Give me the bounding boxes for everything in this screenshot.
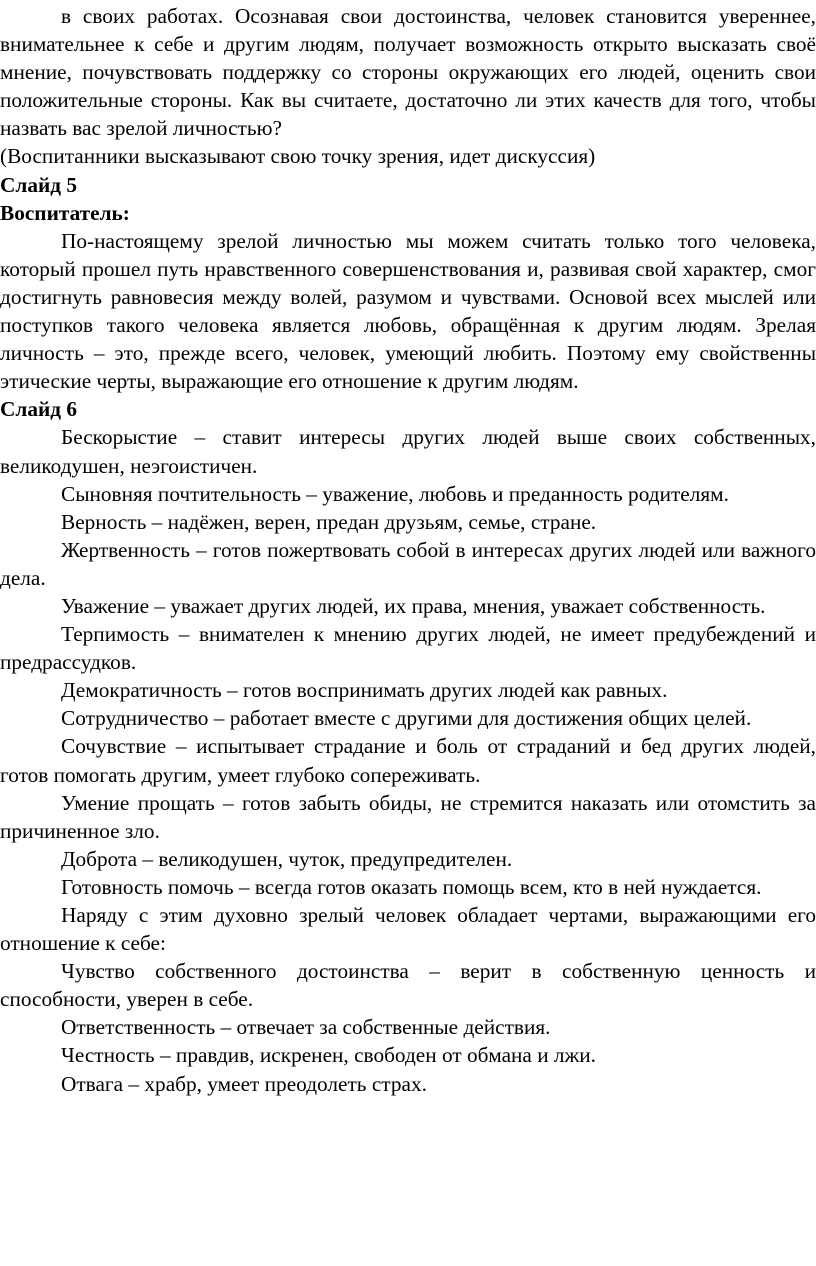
trait-filial-piety: Сыновняя почтительность – уважение, любовь и преданность родителям.	[61, 481, 729, 506]
trait-kindness: Доброта – великодушен, чуток, предупредителен.	[61, 846, 513, 871]
trait-compassion: Сочувствие – испытывает страдание и боль от страданий и бед других людей, готов помогать другим, умеет глубоко сопереживать.	[0, 734, 816, 787]
trait-forgiveness: Умение прощать – готов забыть обиды, не стремится наказать или отомстить за причиненное зло.	[0, 790, 816, 843]
trait-democracy: Демократичность – готов воспринимать других людей как равных.	[61, 678, 668, 703]
slide-5-heading: Слайд 5	[0, 172, 77, 197]
trait-responsibility: Ответственность – отвечает за собственные действия.	[61, 1015, 551, 1040]
trait-respect: Уважение – уважает других людей, их права, мнения, уважает собственность.	[61, 593, 766, 618]
trait-helpfulness: Готовность помочь – всегда готов оказать помощь всем, кто в ней нуждается.	[61, 874, 762, 899]
teacher-heading: Воспитатель:	[0, 200, 130, 225]
trait-tolerance: Терпимость – внимателен к мнению других людей, не имеет предубеждений и предрассудков.	[0, 622, 816, 675]
discussion-note: (Воспитанники высказывают свою точку зрения, идет дискуссия)	[0, 144, 596, 169]
trait-sacrifice: Жертвенность – готов пожертвовать собой в интересах других людей или важного дела.	[0, 537, 816, 590]
intro-paragraph: в своих работах. Осознавая свои достоинства, человек становится увереннее, внимательнее к себе и другим людям, получает возможность открыто высказать своё мнение, почувствовать поддержку со стороны окружающих его людей, оценить свои положительные стороны. Как вы считаете, достаточно ли этих качеств для того, чтобы назвать вас зрелой личностью?	[0, 4, 816, 141]
trait-selflessness: Бескорыстие – ставит интересы других людей выше своих собственных, великодушен, неэгоистичен.	[0, 425, 816, 478]
trait-cooperation: Сотрудничество – работает вместе с другими для достижения общих целей.	[61, 706, 752, 731]
trait-honesty: Честность – правдив, искренен, свободен от обмана и лжи.	[61, 1043, 596, 1068]
trait-courage: Отвага – храбр, умеет преодолеть страх.	[61, 1071, 427, 1096]
slide-6-heading: Слайд 6	[0, 397, 77, 422]
mature-personality-paragraph: По-настоящему зрелой личностью мы можем считать только того человека, который прошел путь нравственного совершенствования и, развивая свой характер, смог достигнуть равновесия между волей, разумом и чувствами. Основой всех мыслей или поступков такого человека является любовь, обращённая к другим людям. Зрелая личность – это, прежде всего, человек, умеющий любить. Поэтому ему свойственны этические черты, выражающие его отношение к другим людям.	[0, 228, 816, 394]
trait-self-esteem: Чувство собственного достоинства – верит в собственную ценность и способности, уверен в себе.	[0, 959, 816, 1012]
trait-loyalty: Верность – надёжен, верен, предан друзьям, семье, стране.	[61, 509, 597, 534]
self-relation-intro: Наряду с этим духовно зрелый человек обладает чертами, выражающими его отношение к себе:	[0, 903, 816, 956]
